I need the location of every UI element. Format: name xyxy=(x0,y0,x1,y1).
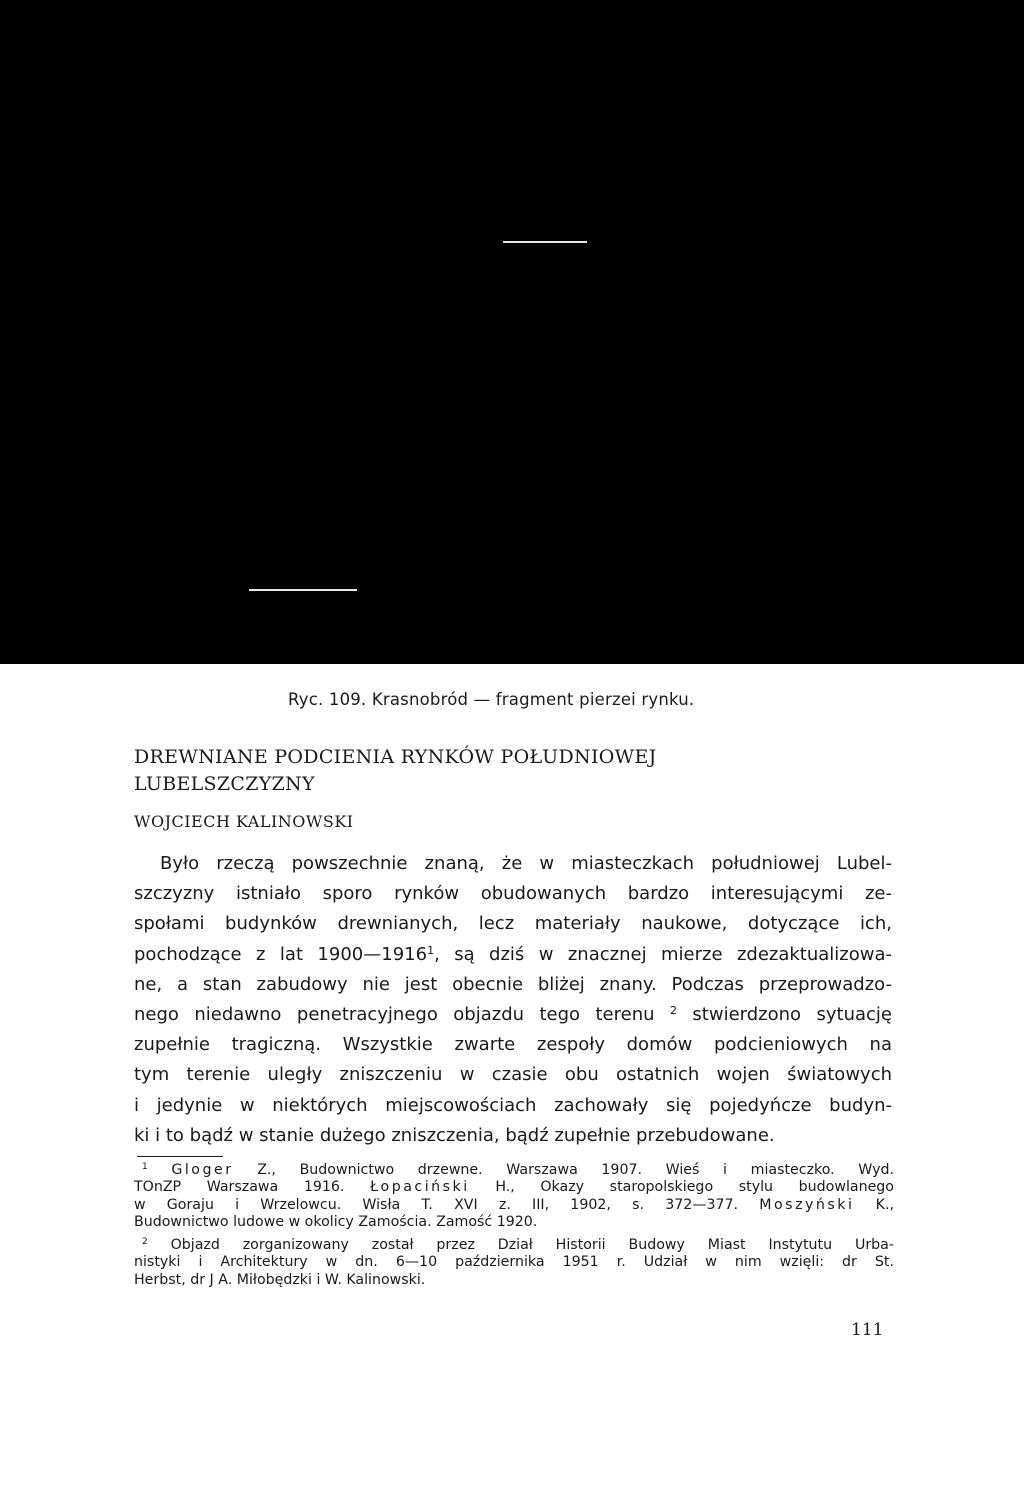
author-name: Gloger xyxy=(171,1162,234,1178)
footnote-mark: 1 xyxy=(142,1162,148,1172)
footnote-1-line: TOnZP Warszawa 1916. Łopaciński H., Okazy staropolskiego stylu budowlanego xyxy=(134,1179,894,1196)
body-line: i jedynie w niektórych miejscowościach zachowały się pojedyńcze budyn- xyxy=(134,1094,892,1116)
photo-highlight xyxy=(249,589,357,591)
article-title-line: LUBELSZCZYZNY xyxy=(134,773,315,795)
footnote-2-line: $^2$ Objazd zorganizowany został przez Dział Historii Budowy Miast Instytutu Urba- xyxy=(142,1237,894,1254)
figure-photograph xyxy=(0,0,1024,664)
body-line: społami budynków drewnianych, lecz materiały naukowe, dotyczące ich, xyxy=(134,913,892,935)
footnote-divider xyxy=(137,1156,223,1157)
author-name: Moszyński xyxy=(759,1196,855,1213)
author-name: Łopaciński xyxy=(370,1179,470,1196)
body-line: pochodzące z lat 1900—1916$^1$, są dziś w znacznej mierze zdezaktualizowa- xyxy=(134,943,892,965)
footnote-ref[interactable]: 2 xyxy=(669,1003,677,1017)
footnote-mark: 2 xyxy=(142,1237,148,1248)
body-line: ne, a stan zabudowy nie jest obecnie bliżej znany. Podczas przeprowadzo- xyxy=(134,973,892,995)
body-line: tym terenie uległy zniszczeniu w czasie obu ostatnich wojen światowych xyxy=(134,1064,892,1086)
body-line: Było rzeczą powszechnie znaną, że w miasteczkach południowej Lubel- xyxy=(160,853,892,874)
photo-highlight xyxy=(503,241,587,243)
footnote-1-line: w Goraju i Wrzelowcu. Wisła T. XVI z. III, 1902, s. 372—377. Moszyński K., xyxy=(134,1196,894,1213)
footnote-1-line: Budownictwo ludowe w okolicy Zamościa. Zamość 1920. xyxy=(134,1213,538,1230)
footnote-2-line: Herbst, dr J A. Miłobędzki i W. Kalinowski. xyxy=(134,1271,426,1288)
article-title xyxy=(134,744,894,798)
figure-caption: Ryc. 109. Krasnobród — fragment pierzei rynku. xyxy=(288,690,695,709)
article-author: WOJCIECH KALINOWSKI xyxy=(134,812,354,831)
body-line: nego niedawno penetracyjnego objazdu tego terenu $^2$ stwierdzono sytuację xyxy=(134,1003,892,1025)
footnotes xyxy=(134,1162,894,1289)
body-line: szczyzny istniało sporo rynków obudowanych bardzo interesującymi ze- xyxy=(134,883,892,905)
body-line: ki i to bądź w stanie dużego zniszczenia, bądź zupełnie przebudowane. xyxy=(134,1124,775,1146)
article-body xyxy=(134,849,892,1151)
article-title-line: DREWNIANE PODCIENIA RYNKÓW POŁUDNIOWEJ xyxy=(134,746,657,768)
body-line: zupełnie tragiczną. Wszystkie zwarte zespoły domów podcieniowych na xyxy=(134,1034,892,1056)
footnote-ref[interactable]: 1 xyxy=(427,943,435,957)
footnote-2-line: nistyki i Architektury w dn. 6—10 października 1951 r. Udział w nim wzięli: dr St. xyxy=(134,1254,894,1271)
footnote-1-line: $^1$ Gloger Z., Budownictwo drzewne. Warszawa 1907. Wieś i miasteczko. Wyd. xyxy=(142,1162,894,1178)
page-number: 111 xyxy=(851,1320,884,1340)
